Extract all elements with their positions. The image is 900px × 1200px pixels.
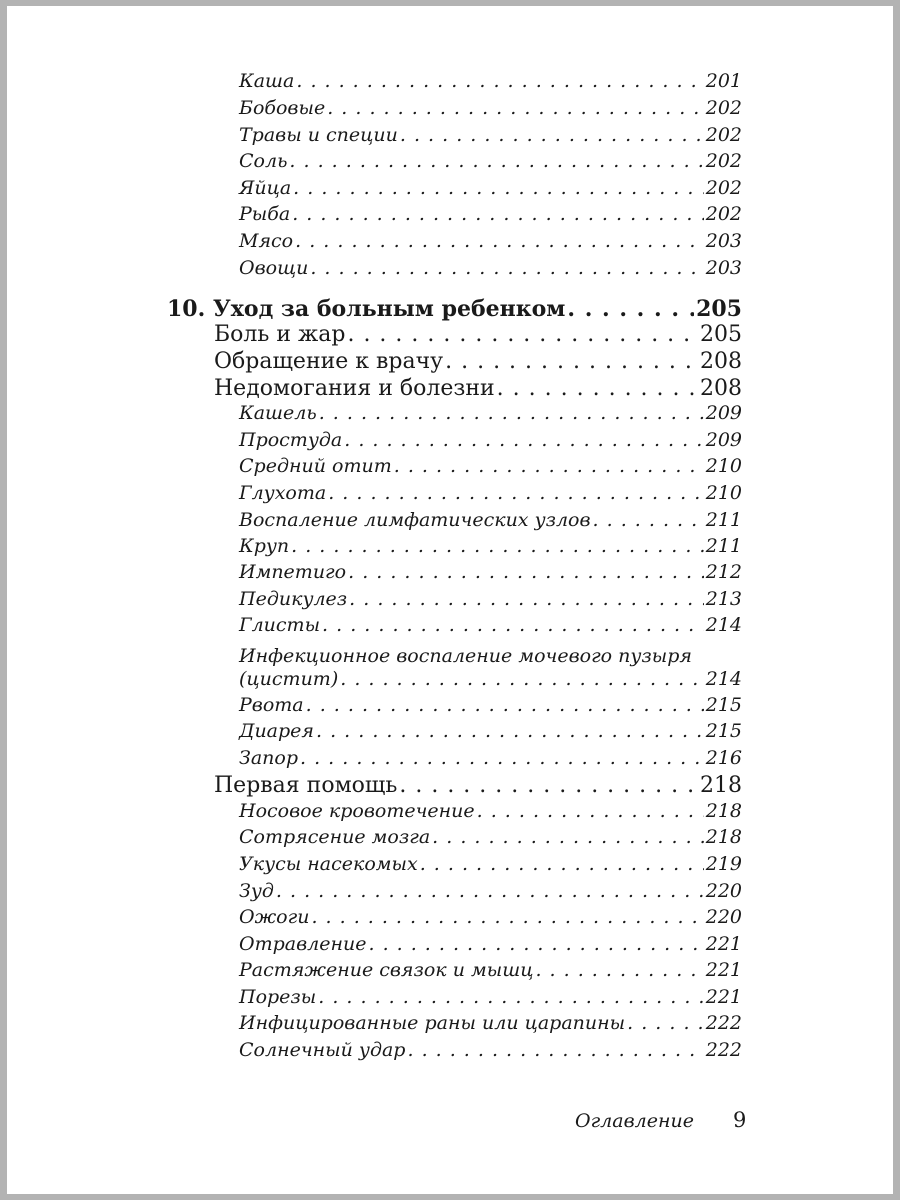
toc-entry-title: Отравление <box>239 933 367 955</box>
toc-entry-title: Обращение к врачу <box>214 349 444 374</box>
toc-entry-page: 220 <box>705 906 742 928</box>
running-title: Оглавление <box>575 1110 695 1132</box>
dot-leader <box>293 177 704 199</box>
toc-entry-page: 221 <box>705 959 742 981</box>
toc-entry-title: Зуд <box>239 880 274 902</box>
book-page <box>7 6 893 1194</box>
toc-entry-title: Укусы насекомых <box>239 853 418 875</box>
toc-entry-page: 211 <box>705 509 742 531</box>
dot-leader <box>311 906 703 928</box>
toc-entry-title: Круп <box>239 535 290 557</box>
dot-leader <box>327 97 704 119</box>
toc-entry[interactable] <box>239 933 742 961</box>
toc-entry[interactable] <box>239 853 742 881</box>
toc-entry-title: Рвота <box>239 694 304 716</box>
toc-entry[interactable] <box>167 296 742 324</box>
dot-leader <box>344 429 704 451</box>
toc-entry-title: Мясо <box>239 230 294 252</box>
toc-entry[interactable] <box>239 561 742 589</box>
dot-leader <box>348 561 704 583</box>
toc-entry-title: Глухота <box>239 482 327 504</box>
toc-entry-title: Носовое кровотечение <box>239 800 475 822</box>
toc-entry-page: 218 <box>705 826 742 848</box>
toc-entry-title: Травы и специи <box>239 124 398 146</box>
toc-entry-page: 210 <box>705 455 742 477</box>
toc-entry[interactable] <box>239 455 742 483</box>
toc-entry-page: 203 <box>705 230 742 252</box>
toc-entry[interactable] <box>239 230 742 258</box>
toc-entry-page: 214 <box>705 668 742 690</box>
toc-entry[interactable] <box>239 535 742 563</box>
toc-entry-page: 202 <box>705 203 742 225</box>
toc-entry[interactable] <box>239 588 742 616</box>
dot-leader <box>340 668 704 690</box>
toc-entry-title: Боль и жар <box>214 322 346 347</box>
toc-entry-title: 10. Уход за больным ребенком <box>167 296 566 322</box>
toc-entry[interactable] <box>214 773 742 801</box>
page-number: 9 <box>733 1108 747 1132</box>
dot-leader <box>477 800 704 822</box>
toc-entry-page: 209 <box>705 429 742 451</box>
toc-entry-title: Недомогания и болезни <box>214 376 495 401</box>
toc-entry[interactable] <box>239 826 742 854</box>
dot-leader <box>322 614 704 636</box>
toc-entry-page: 216 <box>705 747 742 769</box>
dot-leader <box>420 853 704 875</box>
dot-leader <box>300 747 704 769</box>
toc-entry-title: Инфицированные раны или царапины <box>239 1012 626 1034</box>
toc-entry-page: 222 <box>705 1012 742 1034</box>
toc-entry-title: Диарея <box>239 720 314 742</box>
dot-leader <box>593 509 704 531</box>
toc-entry-page: 218 <box>700 773 742 798</box>
toc-entry-title: Яйца <box>239 177 292 199</box>
dot-leader <box>400 124 704 146</box>
dot-leader <box>292 203 704 225</box>
toc-entry[interactable] <box>239 747 742 775</box>
toc-entry-title: Кашель <box>239 402 317 424</box>
toc-entry-title: Запор <box>239 747 299 769</box>
toc-entry-title: Педикулез <box>239 588 348 610</box>
toc-entry[interactable] <box>239 402 742 430</box>
toc-entry-page: 222 <box>705 1039 742 1061</box>
toc-entry-title: Растяжение связок и мышц <box>239 959 534 981</box>
dot-leader <box>276 880 704 902</box>
toc-entry-title: Глисты <box>239 614 321 636</box>
dot-leader <box>407 1039 703 1061</box>
toc-entry-title: Соль <box>239 150 288 172</box>
dot-leader <box>306 694 704 716</box>
toc-entry[interactable] <box>239 906 742 934</box>
toc-entry-page: 202 <box>705 150 742 172</box>
toc-entry-title: Рыба <box>239 203 291 225</box>
toc-entry-page: 202 <box>705 177 742 199</box>
toc-entry-page: 213 <box>705 588 742 610</box>
toc-entry[interactable] <box>239 986 742 1014</box>
toc-entry-page: 219 <box>705 853 742 875</box>
toc-entry[interactable] <box>239 880 742 908</box>
dot-leader <box>328 482 704 504</box>
toc-entry-page: 209 <box>705 402 742 424</box>
toc-entry-page: 205 <box>696 296 742 322</box>
toc-entry[interactable] <box>239 1012 742 1040</box>
toc-entry[interactable] <box>239 482 742 510</box>
dot-leader <box>291 535 704 557</box>
toc-entry[interactable] <box>239 1039 742 1067</box>
dot-leader <box>295 230 704 252</box>
toc-entry-page: 203 <box>705 257 742 279</box>
dot-leader <box>289 150 703 172</box>
toc-entry-title: Инфекционное воспаление мочевого пузыря <box>239 645 692 667</box>
toc-entry[interactable] <box>239 257 742 285</box>
toc-entry[interactable] <box>239 720 742 748</box>
toc-entry-title: (цистит) <box>239 668 339 690</box>
dot-leader <box>368 933 703 955</box>
dot-leader <box>394 455 704 477</box>
toc-entry-title: Воспаление лимфатических узлов <box>239 509 591 531</box>
dot-leader <box>347 322 698 347</box>
dot-leader <box>349 588 704 610</box>
dot-leader <box>310 257 703 279</box>
dot-leader <box>445 349 698 374</box>
toc-entry[interactable] <box>239 97 742 125</box>
toc-entry[interactable] <box>239 614 742 642</box>
toc-entry-page: 201 <box>705 70 742 92</box>
dot-leader <box>432 826 704 848</box>
toc-entry[interactable] <box>239 800 742 828</box>
toc-entry-title: Порезы <box>239 986 317 1008</box>
toc-entry-title: Импетиго <box>239 561 347 583</box>
dot-leader <box>567 296 694 322</box>
dot-leader <box>399 773 698 798</box>
toc-entry-title: Каша <box>239 70 295 92</box>
toc-entry-page: 211 <box>705 535 742 557</box>
toc-entry[interactable] <box>239 959 742 987</box>
toc-entry-page: 205 <box>700 322 742 347</box>
toc-entry-page: 218 <box>705 800 742 822</box>
toc-entry-page: 215 <box>705 694 742 716</box>
dot-leader <box>535 959 703 981</box>
toc-entry-page: 208 <box>700 376 742 401</box>
dot-leader <box>296 70 703 92</box>
toc-entry-page: 215 <box>705 720 742 742</box>
toc-entry-page: 220 <box>705 880 742 902</box>
toc-entry-title: Овощи <box>239 257 309 279</box>
toc-entry-title: Солнечный удар <box>239 1039 406 1061</box>
toc-entry-page: 214 <box>705 614 742 636</box>
toc-entry[interactable] <box>239 694 742 722</box>
dot-leader <box>316 720 704 742</box>
toc-entry[interactable] <box>239 509 742 537</box>
toc-entry-title: Средний отит <box>239 455 392 477</box>
toc-entry[interactable] <box>239 668 742 696</box>
toc-entry-title: Первая помощь <box>214 773 398 798</box>
toc-entry[interactable] <box>239 203 742 231</box>
toc-entry[interactable] <box>214 376 742 404</box>
toc-entry-page: 210 <box>705 482 742 504</box>
toc-entry[interactable] <box>239 70 742 98</box>
toc-entry-title: Ожоги <box>239 906 310 928</box>
toc-entry-page: 202 <box>705 97 742 119</box>
toc-entry-page: 208 <box>700 349 742 374</box>
dot-leader <box>497 376 698 401</box>
toc-entry[interactable] <box>239 124 742 152</box>
toc-entry-title: Простуда <box>239 429 343 451</box>
toc-entry[interactable] <box>214 349 742 377</box>
toc-entry-page: 221 <box>705 986 742 1008</box>
toc-entry[interactable] <box>239 177 742 205</box>
dot-leader <box>318 986 703 1008</box>
toc-entry-page: 221 <box>705 933 742 955</box>
toc-entry-page: 202 <box>705 124 742 146</box>
dot-leader <box>627 1012 704 1034</box>
dot-leader <box>319 402 704 424</box>
toc-entry[interactable] <box>214 322 742 350</box>
toc-entry[interactable] <box>239 150 742 178</box>
toc-entry[interactable] <box>239 429 742 457</box>
toc-entry-title: Бобовые <box>239 97 326 119</box>
toc-entry-title: Сотрясение мозга <box>239 826 431 848</box>
toc-entry-page: 212 <box>705 561 742 583</box>
